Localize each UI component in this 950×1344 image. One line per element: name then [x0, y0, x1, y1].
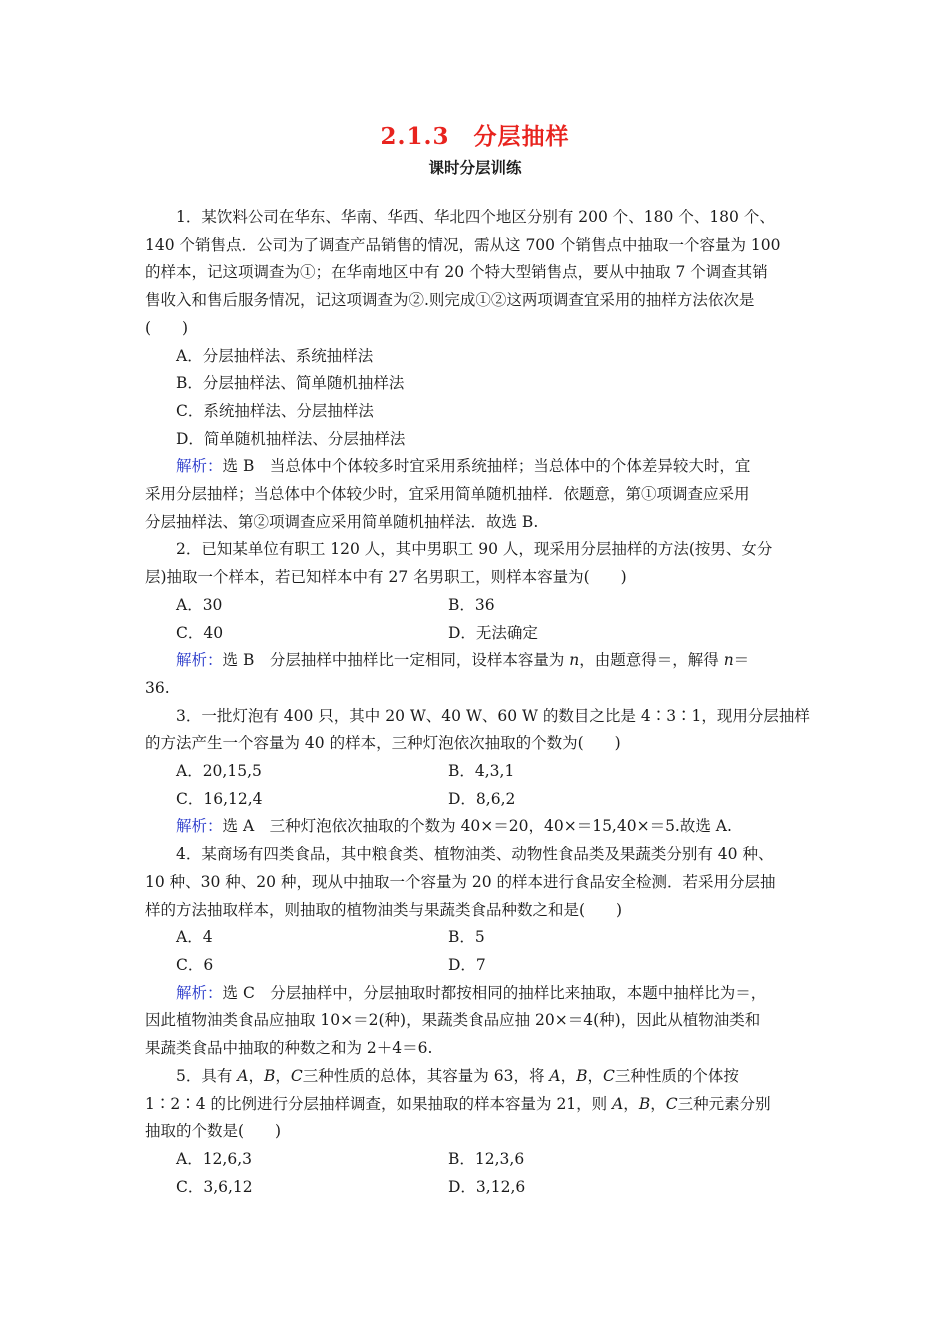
q2-line: 2．已知某单位有职工 120 人，其中男职工 90 人，现采用分层抽样的方法(按男、女分	[176, 540, 773, 559]
q4-line: 10 种、30 种、20 种，现从中抽取一个容量为 20 的样本进行食品安全检测．若采用分层抽	[145, 872, 776, 891]
q5-options-row	[145, 1146, 810, 1174]
exercise-content	[145, 204, 810, 1201]
variable-a: A	[237, 1066, 249, 1085]
page-subtitle: 课时分层训练	[428, 158, 522, 177]
q2-line: 层)抽取一个样本，若已知样本中有 27 名男职工，则样本容量为( )	[145, 568, 627, 587]
analysis-label: 解析：	[176, 457, 223, 476]
q4-options-row	[145, 952, 810, 980]
q5-line: 抽取的个数是( )	[145, 1122, 282, 1141]
q1-option-d: D．简单随机抽样法、分层抽样法	[176, 429, 406, 448]
q4-option-a: A．4	[176, 928, 213, 947]
q5-text: 5．具有	[176, 1066, 238, 1085]
analysis-text: 选 B 当总体中个体较多时宜采用系统抽样；当总体中的个体差异较大时，宜	[222, 457, 751, 476]
analysis-text: 选 A 三种灯泡依次抽取的个数为 40×＝20，40×＝15,40×＝5.故选 A.	[222, 817, 732, 836]
q2-option-b: B．36	[448, 595, 495, 614]
variable-c: C	[665, 1094, 678, 1113]
q4-option-b: B．5	[448, 928, 485, 947]
q1-line: 的样本，记这项调查为①；在华南地区中有 20 个特大型销售点，要从中抽取 7 个调查其销	[145, 263, 768, 282]
analysis-label: 解析：	[176, 983, 223, 1002]
q1-analysis-line: 采用分层抽样；当总体中个体较少时，宜采用简单随机抽样．依题意，第①项调查应采用	[145, 485, 750, 504]
q1-line: ( )	[145, 318, 189, 337]
analysis-text: ＝	[733, 651, 750, 670]
q4-options-row	[145, 924, 810, 952]
q5-line	[145, 1063, 810, 1091]
q5-text: ，	[623, 1094, 639, 1113]
analysis-text: 选 C 分层抽样中，分层抽取时都按相同的抽样比来抽取，本题中抽样比为＝，	[222, 983, 767, 1002]
q4-analysis-line: 因此植物油类食品应抽取 10×＝2(种)，果蔬类食品应抽 20×＝4(种)，因此从植物油类和	[145, 1011, 761, 1030]
analysis-label: 解析：	[176, 651, 223, 670]
q4-line: 样的方法抽取样本，则抽取的植物油类与果蔬类食品种数之和是( )	[145, 900, 623, 919]
variable-n: n	[723, 651, 734, 670]
q5-line	[145, 1091, 810, 1119]
q3-analysis	[145, 813, 810, 841]
q5-text: ，	[650, 1094, 666, 1113]
analysis-text: 选 B 分层抽样中抽样比一定相同，设样本容量为	[222, 651, 570, 670]
q4-option-c: C．6	[176, 955, 214, 974]
q3-line: 的方法产生一个容量为 40 的样本，三种灯泡依次抽取的个数为( )	[145, 734, 621, 753]
q4-analysis-line: 果蔬类食品中抽取的种数之和为 2＋4＝6.	[145, 1039, 433, 1058]
variable-a: A	[549, 1066, 561, 1085]
q1-option-b: B．分层抽样法、简单随机抽样法	[176, 374, 405, 393]
q1-line: 1．某饮料公司在华东、华南、华西、华北四个地区分别有 200 个、180 个、180 个、	[176, 208, 775, 226]
analysis-text: ，由题意得＝，解得	[579, 651, 724, 670]
q1-option-c: C．系统抽样法、分层抽样法	[176, 401, 374, 420]
q4-option-d: D．7	[448, 955, 486, 974]
q4-analysis	[145, 980, 810, 1008]
q1-option-a: A．分层抽样法、系统抽样法	[176, 346, 374, 365]
q3-option-c: C．16,12,4	[176, 789, 263, 808]
q5-text: 三种性质的个体按	[614, 1066, 739, 1085]
q1-analysis	[145, 453, 810, 481]
q2-options-row	[145, 592, 810, 620]
q2-option-a: A．30	[176, 595, 223, 614]
variable-n: n	[569, 651, 580, 670]
q5-text: 1∶2∶4 的比例进行分层抽样调查，如果抽取的样本容量为 21，则	[145, 1094, 613, 1113]
q2-analysis	[145, 647, 810, 675]
q5-text: ，	[248, 1066, 265, 1085]
variable-c: C	[290, 1066, 303, 1085]
q1-analysis-line: 分层抽样法、第②项调查应采用简单随机抽样法．故选 B.	[145, 512, 539, 531]
q5-text: ，	[275, 1066, 291, 1085]
q5-text: ，	[560, 1066, 577, 1085]
q1-line: 140 个销售点．公司为了调查产品销售的情况，需从这 700 个销售点中抽取一个容量为 100	[145, 235, 781, 254]
q5-option-c: C．3,6,12	[176, 1177, 253, 1196]
q3-options-row	[145, 786, 810, 814]
variable-b: B	[638, 1094, 651, 1113]
q1-line: 售收入和售后服务情况，记这项调查为②.则完成①②这两项调查宜采用的抽样方法依次是	[145, 291, 755, 310]
q3-option-d: D．8,6,2	[448, 789, 516, 808]
q4-line: 4．某商场有四类食品，其中粮食类、植物油类、动物性食品类及果蔬类分别有 40 种、	[176, 845, 774, 864]
variable-a: A	[612, 1094, 624, 1113]
q5-options-row	[145, 1174, 810, 1202]
q5-text: 三种元素分别	[677, 1094, 771, 1113]
q5-option-a: A．12,6,3	[176, 1149, 252, 1168]
q5-option-b: B．12,3,6	[448, 1149, 525, 1168]
q5-text: 三种性质的总体，其容量为 63，将	[302, 1066, 550, 1085]
q3-options-row	[145, 758, 810, 786]
q2-option-c: C．40	[176, 623, 224, 642]
page-title: 2.1.3 分层抽样	[380, 123, 570, 150]
analysis-label: 解析：	[176, 817, 223, 836]
q2-analysis-line: 36.	[145, 678, 170, 697]
q2-option-d: D．无法确定	[448, 623, 538, 642]
variable-b: B	[264, 1066, 276, 1085]
q5-option-d: D．3,12,6	[448, 1177, 526, 1196]
q3-line: 3．一批灯泡有 400 只，其中 20 W、40 W、60 W 的数目之比是 4∶3∶1，现用分层抽样	[176, 706, 810, 725]
variable-c: C	[603, 1066, 615, 1085]
q2-options-row	[145, 620, 810, 648]
variable-b: B	[576, 1066, 588, 1085]
q5-text: ，	[587, 1066, 604, 1085]
q3-option-b: B．4,3,1	[448, 762, 515, 781]
q3-option-a: A．20,15,5	[176, 762, 262, 781]
